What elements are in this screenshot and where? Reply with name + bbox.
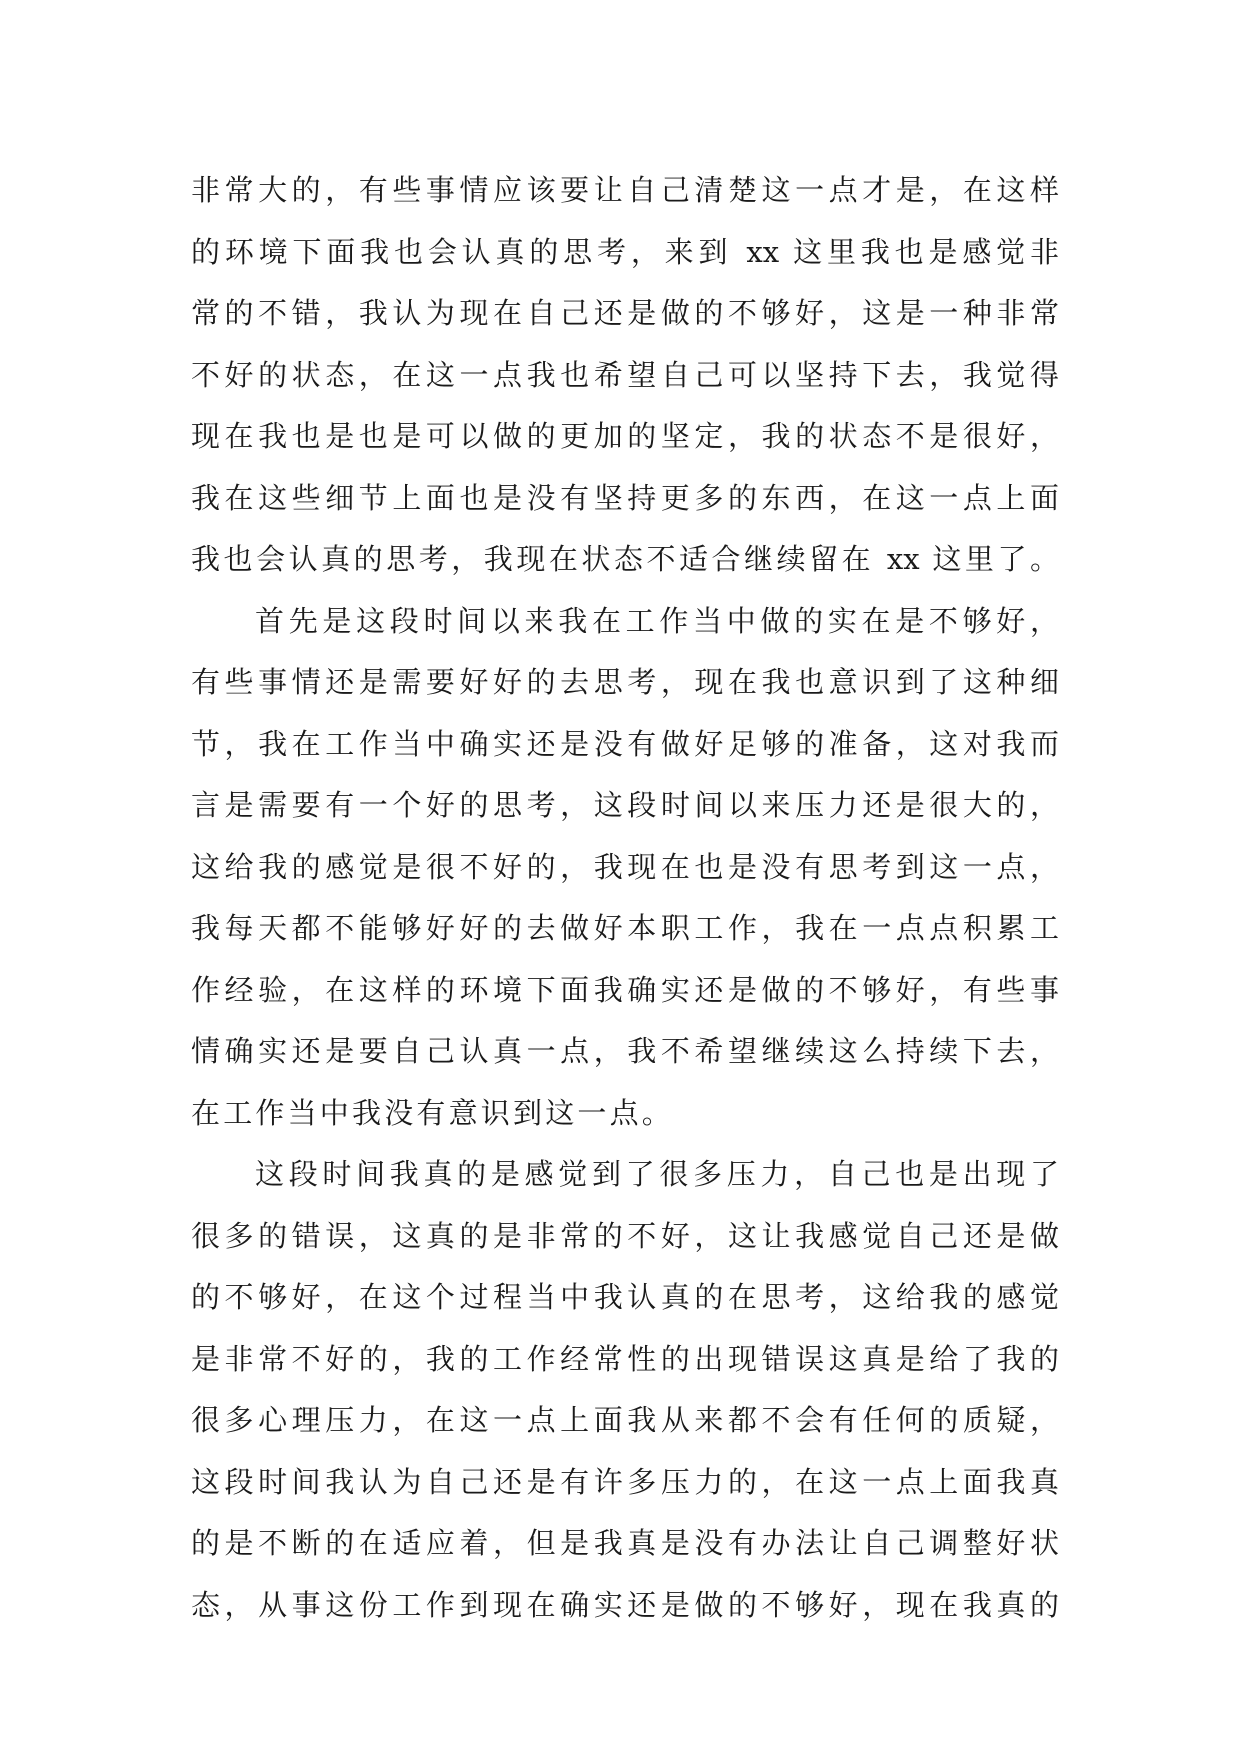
paragraph-1-line-5: 现在我也是也是可以做的更加的坚定，我的状态不是很好， [191, 419, 1059, 453]
paragraph-2-line-8: 情确实还是要自己认真一点，我不希望继续这么持续下去， [191, 1034, 1059, 1068]
paragraph-3-line-8: 态，从事这份工作到现在确实还是做的不够好，现在我真的 [191, 1587, 1059, 1622]
paragraph-3-line-6: 这段时间我认为自己还是有许多压力的，在这一点上面我真 [191, 1464, 1059, 1499]
paragraph-1-line-7: 我也会认真的思考，我现在状态不适合继续留在 xx 这里了。 [191, 542, 1059, 576]
paragraph-3-line-1: 这段时间我真的是感觉到了很多压力，自己也是出现了 [255, 1157, 1059, 1191]
paragraph-2-line-9: 在工作当中我没有意识到这一点。 [191, 1095, 675, 1130]
paragraph-3-line-2: 很多的错误，这真的是非常的不好，这让我感觉自己还是做 [191, 1218, 1059, 1253]
paragraph-2-line-5: 这给我的感觉是很不好的，我现在也是没有思考到这一点， [191, 849, 1059, 884]
paragraph-3-line-3: 的不够好，在这个过程当中我认真的在思考，这给我的感觉 [191, 1280, 1059, 1314]
paragraph-1-line-6: 我在这些细节上面也是没有坚持更多的东西，在这一点上面 [191, 480, 1059, 515]
paragraph-1-line-1: 非常大的，有些事情应该要让自己清楚这一点才是，在这样 [191, 173, 1059, 207]
paragraph-2-line-3: 节，我在工作当中确实还是没有做好足够的准备，这对我而 [191, 726, 1059, 761]
paragraph-3-line-5: 很多心理压力，在这一点上面我从来都不会有任何的质疑， [191, 1403, 1059, 1437]
paragraph-1-line-4: 不好的状态，在这一点我也希望自己可以坚持下去，我觉得 [191, 357, 1059, 392]
paragraph-2-line-6: 我每天都不能够好好的去做好本职工作，我在一点点积累工 [191, 911, 1059, 945]
document-body [191, 160, 1059, 1636]
paragraph-1-line-2: 的环境下面我也会认真的思考，来到 xx 这里我也是感觉非 [191, 234, 1059, 269]
paragraph-2-line-2: 有些事情还是需要好好的去思考，现在我也意识到了这种细 [191, 665, 1059, 699]
paragraph-3-line-4: 是非常不好的，我的工作经常性的出现错误这真是给了我的 [191, 1341, 1059, 1376]
paragraph-2-line-7: 作经验，在这样的环境下面我确实还是做的不够好，有些事 [191, 972, 1059, 1007]
paragraph-2-line-1: 首先是这段时间以来我在工作当中做的实在是不够好， [255, 603, 1059, 638]
paragraph-3-line-7: 的是不断的在适应着，但是我真是没有办法让自己调整好状 [191, 1526, 1059, 1560]
paragraph-1-line-3: 常的不错，我认为现在自己还是做的不够好，这是一种非常 [191, 296, 1059, 330]
paragraph-2-line-4: 言是需要有一个好的思考，这段时间以来压力还是很大的， [191, 788, 1059, 822]
